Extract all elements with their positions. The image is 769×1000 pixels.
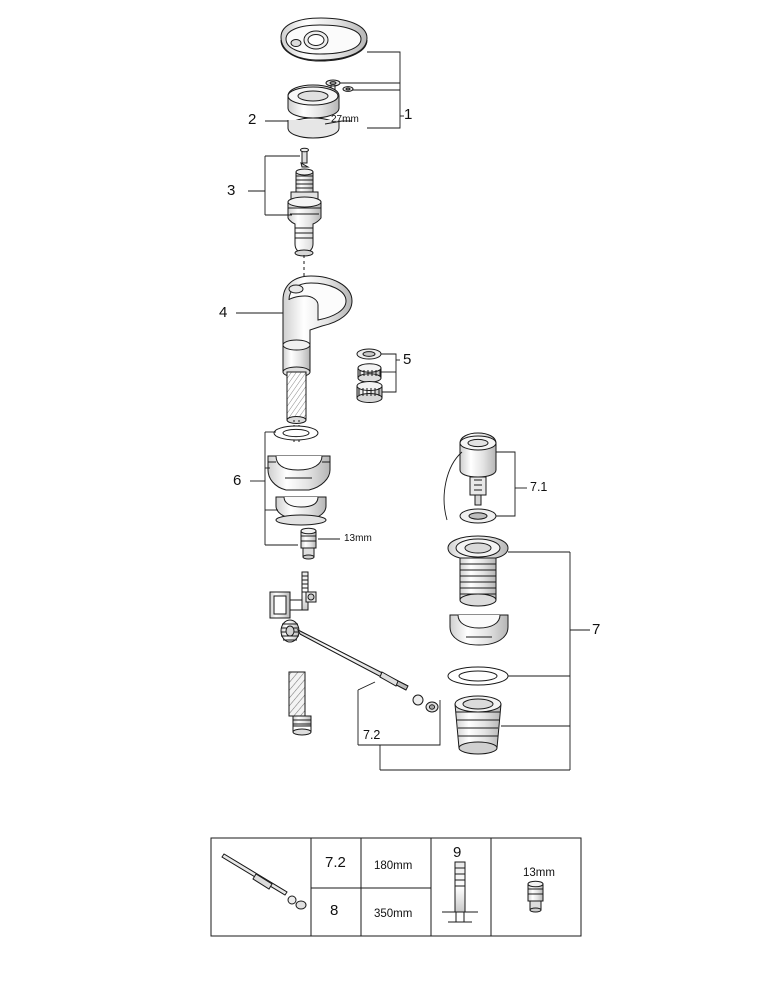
callout-5: 5 — [403, 351, 412, 368]
legend-value-7-2: 180mm — [374, 860, 413, 872]
part-popup-stopper — [460, 433, 496, 505]
legend-label-9: 9 — [453, 844, 462, 861]
part-aerator-insert — [358, 364, 381, 382]
part-aerator-ring — [357, 349, 381, 359]
part-aerator-housing — [357, 382, 382, 403]
part-cartridge-body — [288, 197, 321, 256]
part-mounting-bracket-lower — [276, 497, 326, 525]
legend-value-8: 350mm — [374, 908, 413, 920]
callout-2-dimension: 27mm — [331, 114, 359, 125]
legend-ref-8: 8 — [330, 902, 339, 919]
callout-2: 2 — [248, 111, 257, 128]
legend-ref-7-2: 7.2 — [325, 854, 346, 871]
part-mounting-nut-13mm — [301, 528, 316, 559]
callout-3: 3 — [227, 182, 236, 199]
part-pivot-nut — [281, 620, 299, 642]
part-linkage-clip — [270, 592, 316, 618]
part-cartridge-stem — [291, 169, 318, 200]
part-cartridge-screw — [301, 148, 309, 167]
part-faucet-body — [283, 276, 352, 377]
part-rubber-gasket — [274, 426, 318, 440]
callout-1: 1 — [404, 106, 413, 123]
part-drain-nut — [455, 696, 501, 754]
callout-7: 7 — [592, 621, 601, 638]
part-lift-rod-vertical — [302, 572, 308, 610]
callout-4: 4 — [219, 304, 228, 321]
part-lift-rod-horizontal — [298, 630, 438, 712]
part-handle-washer — [343, 87, 353, 92]
part-cap-ring — [288, 85, 339, 138]
part-stopper-seal — [460, 509, 496, 523]
callout-7-2: 7.2 — [363, 728, 381, 742]
part-lever-handle — [281, 18, 367, 61]
legend-item-13mm-drawing — [528, 881, 543, 912]
callout-6-dimension: 13mm — [344, 533, 372, 544]
part-flex-hose — [289, 672, 311, 735]
part-drain-gasket — [448, 667, 508, 685]
callout-7-1: 7.1 — [530, 480, 548, 494]
part-drain-flange — [448, 536, 508, 606]
part-mounting-bracket-upper — [268, 456, 330, 490]
part-drain-bracket — [450, 615, 508, 645]
legend-label-13mm: 13mm — [523, 867, 555, 879]
callout-6: 6 — [233, 472, 242, 489]
